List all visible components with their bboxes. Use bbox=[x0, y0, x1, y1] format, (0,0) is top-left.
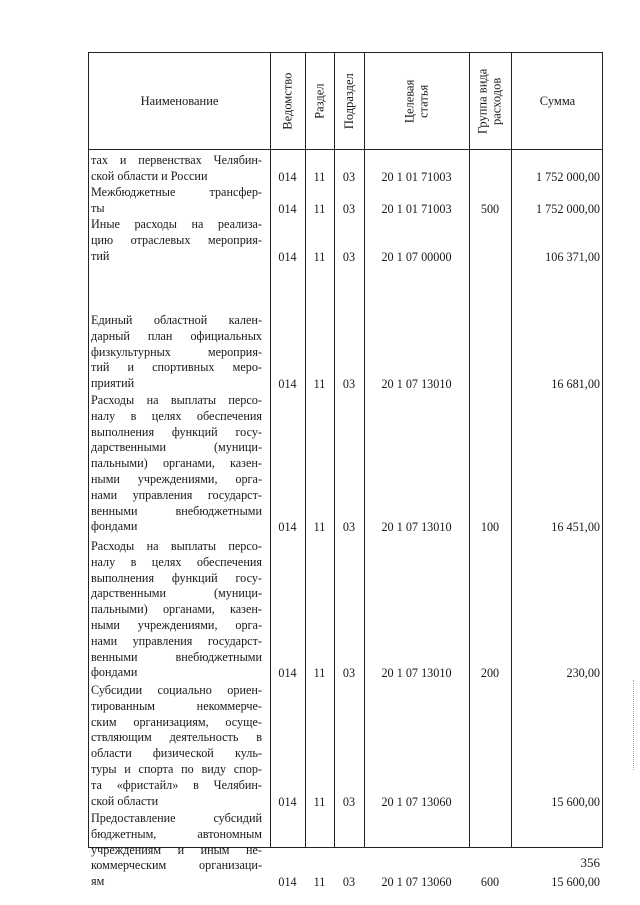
header-target-item bbox=[364, 53, 469, 149]
row-name-line: туры и спорта по виду спор- bbox=[91, 761, 262, 776]
row-name-line: выполнения функций госу- bbox=[91, 424, 262, 439]
cell-amount: 1 752 000,00 bbox=[536, 169, 600, 184]
row-name-line: Расходы на выплаты персо- bbox=[91, 539, 262, 553]
cell-expense-group: 600 bbox=[480, 875, 500, 890]
row-name-line: дарственными (муници- bbox=[91, 586, 262, 601]
cell-section: 11 bbox=[313, 169, 326, 184]
header-target-item-line: статья bbox=[416, 84, 431, 118]
row-name-line: фондами bbox=[91, 519, 138, 534]
row-name-line: нами управления государст- bbox=[91, 633, 262, 648]
row-name-line: нами управления государст- bbox=[91, 487, 262, 502]
cell-ministry: 014 bbox=[278, 875, 297, 890]
cell-ministry: 014 bbox=[278, 794, 297, 809]
cell-expense-group: 100 bbox=[480, 520, 500, 535]
row-name-line: учреждениям и иным не- bbox=[91, 842, 262, 857]
header-name bbox=[89, 53, 270, 149]
row-name bbox=[91, 539, 262, 681]
row-name-line: венными внебюджетными bbox=[91, 649, 262, 664]
row-name-line: пальными) органами, казен- bbox=[91, 602, 262, 617]
row-name-line: ской области bbox=[91, 793, 159, 808]
column-divider bbox=[469, 53, 470, 847]
header-subsection-label: Подраздел bbox=[341, 73, 356, 129]
header-expense-group bbox=[469, 53, 511, 149]
cell-target-item: 20 1 07 13060 bbox=[381, 794, 452, 809]
row-name-line: бюджетным, автономным bbox=[91, 826, 262, 841]
header-target-item-line: Целевая bbox=[402, 79, 417, 123]
row-name-line: налу в целях обеспечения bbox=[91, 408, 262, 423]
row-name-line: та «фристайл» в Челябин- bbox=[91, 777, 262, 792]
row-name-line: ствляющим деятельность в bbox=[91, 730, 262, 745]
header-amount bbox=[511, 53, 604, 149]
cell-subsection: 03 bbox=[342, 249, 356, 264]
page-number: 356 bbox=[580, 855, 600, 870]
row-name-line: ными учреждениями, орга- bbox=[91, 471, 262, 486]
cell-section: 11 bbox=[313, 875, 326, 890]
cell-ministry: 014 bbox=[278, 520, 297, 535]
cell-target-item: 20 1 07 13010 bbox=[381, 666, 452, 681]
row-name-line: цию отраслевых мероприя- bbox=[91, 232, 262, 247]
cell-section: 11 bbox=[313, 249, 326, 264]
cell-subsection: 03 bbox=[342, 169, 356, 184]
cell-target-item: 20 1 07 13010 bbox=[381, 377, 452, 392]
cell-amount: 106 371,00 bbox=[545, 249, 600, 264]
header-subsection bbox=[334, 53, 364, 149]
row-name-line: выполнения функций госу- bbox=[91, 570, 262, 585]
row-name bbox=[91, 683, 262, 809]
row-name-line: Иные расходы на реализа- bbox=[91, 217, 262, 231]
cell-subsection: 03 bbox=[342, 794, 356, 809]
cell-amount: 1 752 000,00 bbox=[536, 201, 600, 216]
header-expense-group-line: Группа вида bbox=[475, 68, 490, 134]
cell-section: 11 bbox=[313, 666, 326, 681]
row-name-line: ными учреждениями, орга- bbox=[91, 617, 262, 632]
header-divider bbox=[89, 149, 602, 150]
header-target-item-label bbox=[402, 79, 431, 122]
row-name-line: налу в целях обеспечения bbox=[91, 554, 262, 569]
cell-section: 11 bbox=[313, 201, 326, 216]
row-name-line: коммерческим организаци- bbox=[91, 858, 262, 873]
cell-ministry: 014 bbox=[278, 377, 297, 392]
cell-amount: 230,00 bbox=[566, 666, 600, 681]
header-expense-group-line: расходов bbox=[490, 77, 505, 125]
row-name-line: ям bbox=[91, 874, 105, 889]
row-name bbox=[91, 185, 262, 217]
row-name-line: Расходы на выплаты персо- bbox=[91, 393, 262, 407]
row-name-line: тий bbox=[91, 248, 110, 263]
cell-ministry: 014 bbox=[278, 169, 297, 184]
cell-expense-group: 500 bbox=[480, 201, 500, 216]
cell-section: 11 bbox=[313, 377, 326, 392]
cell-target-item: 20 1 01 71003 bbox=[381, 201, 452, 216]
header-section bbox=[305, 53, 334, 149]
cell-ministry: 014 bbox=[278, 201, 297, 216]
scan-edge-marks bbox=[633, 680, 638, 770]
row-name-line: области физической куль- bbox=[91, 746, 262, 761]
row-name-line: приятий bbox=[91, 376, 135, 391]
row-name-line: пальными) органами, казен- bbox=[91, 456, 262, 471]
cell-ministry: 014 bbox=[278, 249, 297, 264]
cell-target-item: 20 1 07 00000 bbox=[381, 249, 452, 264]
row-name-line: ским организациям, осуще- bbox=[91, 714, 262, 729]
cell-amount: 15 600,00 bbox=[551, 794, 600, 809]
row-name-line: дарный план официальных bbox=[91, 328, 262, 343]
cell-target-item: 20 1 07 13010 bbox=[381, 520, 452, 535]
cell-target-item: 20 1 01 71003 bbox=[381, 169, 452, 184]
row-name bbox=[91, 217, 262, 264]
cell-target-item: 20 1 07 13060 bbox=[381, 875, 452, 890]
row-name-line: ской области и России bbox=[91, 168, 208, 183]
row-name-line: ты bbox=[91, 200, 105, 215]
row-name bbox=[91, 153, 262, 185]
row-name bbox=[91, 811, 262, 890]
cell-expense-group: 200 bbox=[480, 666, 500, 681]
row-name-line: венными внебюджетными bbox=[91, 503, 262, 518]
cell-subsection: 03 bbox=[342, 666, 356, 681]
cell-section: 11 bbox=[313, 794, 326, 809]
cell-subsection: 03 bbox=[342, 520, 356, 535]
cell-amount: 15 600,00 bbox=[551, 875, 600, 890]
row-name-line: тированным некоммерче- bbox=[91, 698, 262, 713]
cell-subsection: 03 bbox=[342, 377, 356, 392]
header-ministry bbox=[270, 53, 305, 149]
row-name-line: фондами bbox=[91, 665, 138, 680]
cell-amount: 16 451,00 bbox=[551, 520, 600, 535]
row-name-line: тах и первенствах Челябин- bbox=[91, 153, 262, 167]
row-name-line: Субсидии социально ориен- bbox=[91, 683, 262, 697]
header-name-label: Наименование bbox=[140, 93, 219, 108]
row-name-line: Предоставление субсидий bbox=[91, 811, 262, 825]
cell-subsection: 03 bbox=[342, 875, 356, 890]
header-amount-label: Сумма bbox=[539, 93, 576, 108]
cell-ministry: 014 bbox=[278, 666, 297, 681]
header-ministry-label: Ведомство bbox=[280, 72, 295, 130]
row-name-line: Единый областной кален- bbox=[91, 313, 262, 327]
cell-section: 11 bbox=[313, 520, 326, 535]
header-expense-group-label bbox=[476, 68, 505, 133]
header-section-label: Раздел bbox=[312, 83, 327, 119]
row-name-line: тий и спортивных меро- bbox=[91, 360, 262, 375]
row-name bbox=[91, 313, 262, 392]
row-name-line: физкультурных мероприя- bbox=[91, 344, 262, 359]
row-name-line: Межбюджетные трансфер- bbox=[91, 185, 262, 199]
row-name bbox=[91, 393, 262, 535]
cell-subsection: 03 bbox=[342, 201, 356, 216]
cell-amount: 16 681,00 bbox=[551, 377, 600, 392]
row-name-line: дарственными (муници- bbox=[91, 440, 262, 455]
